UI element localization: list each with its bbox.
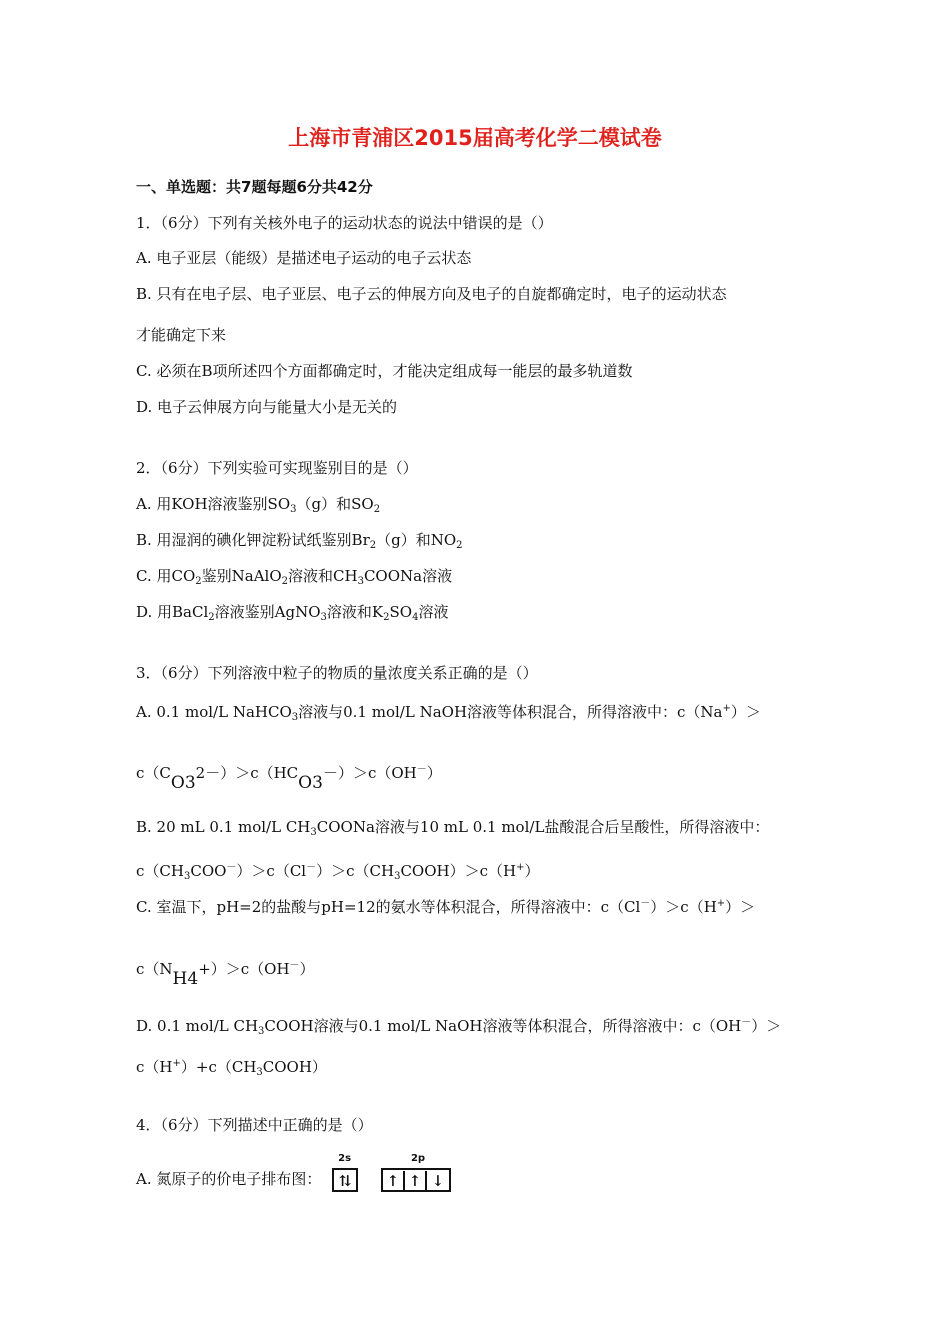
text: B. 20 mL 0.1 mol/L CH bbox=[136, 818, 311, 836]
text: ）＞c（Cl bbox=[236, 862, 307, 880]
q4-stem: 4．（6分）下列描述中正确的是（） bbox=[136, 1116, 373, 1134]
text: B. 用湿润的碘化钾淀粉试纸鉴别Br bbox=[136, 531, 370, 549]
page-title: 上海市青浦区2015届高考化学二模试卷 bbox=[288, 126, 662, 150]
superscript: － bbox=[416, 764, 427, 775]
superscript: － bbox=[741, 1017, 752, 1028]
text: D. 用BaCl bbox=[136, 603, 209, 621]
text: c（N bbox=[136, 960, 173, 978]
text: COONa溶液与10 mL 0.1 mol/L盐酸混合后呈酸性，所得溶液中： bbox=[316, 818, 770, 836]
text: A. 氮原子的价电子排布图： bbox=[136, 1170, 322, 1188]
text: A. 用KOH溶液鉴别SO bbox=[136, 495, 291, 513]
subscript: 3 bbox=[183, 871, 191, 882]
text: ） bbox=[299, 960, 315, 978]
q2-option-a bbox=[136, 493, 380, 521]
text: C. 室温下，pH=2的盐酸与pH=12的氨水等体积混合，所得溶液中：c（Cl bbox=[136, 898, 641, 916]
superscript: － bbox=[306, 862, 317, 873]
orbital-label-2s: 2s bbox=[338, 1153, 352, 1164]
text: c（H bbox=[136, 1058, 173, 1076]
orbital-2s bbox=[332, 1153, 358, 1192]
text: +）＞c（OH bbox=[198, 960, 290, 978]
text: 溶液 bbox=[418, 603, 449, 621]
q1-option-d: D. 电子云伸展方向与能量大小是无关的 bbox=[136, 398, 398, 416]
q1-option-b-line1: B. 只有在电子层、电子亚层、电子云的伸展方向及电子的自旋都确定时，电子的运动状态 bbox=[136, 285, 727, 303]
text: COOH）＞c（H bbox=[400, 862, 517, 880]
superscript: + bbox=[172, 1058, 181, 1069]
text: ）＞c（H bbox=[650, 898, 717, 916]
q2-option-d bbox=[136, 601, 448, 629]
q3-option-a-line1 bbox=[136, 698, 761, 729]
subscript: 2 bbox=[383, 612, 390, 623]
orbital-box-2p bbox=[381, 1168, 451, 1192]
subscript: 3 bbox=[290, 504, 297, 515]
ion-letter: O bbox=[298, 773, 313, 793]
text: COOH溶液与0.1 mol/L NaOH溶液等体积混合，所得溶液中：c（OH bbox=[264, 1017, 742, 1035]
text: ）＞c（CH bbox=[316, 862, 395, 880]
text: （g）和NO bbox=[376, 531, 457, 549]
text: ）＞ bbox=[725, 898, 756, 916]
text: 溶液与0.1 mol/L NaOH溶液等体积混合，所得溶液中：c（Na bbox=[298, 703, 723, 721]
superscript: － bbox=[226, 862, 237, 873]
text: ） bbox=[426, 764, 442, 782]
subscript: 2 bbox=[195, 576, 202, 587]
text: COOH） bbox=[262, 1058, 327, 1076]
subscript: 3 bbox=[310, 827, 317, 838]
q3-option-a-line2 bbox=[136, 759, 442, 793]
q3-option-d-line2 bbox=[136, 1053, 327, 1084]
text: COONa溶液 bbox=[363, 567, 453, 585]
text: ）＞ bbox=[730, 703, 761, 721]
q1-stem: 1．（6分）下列有关核外电子的运动状态的说法中错误的是（） bbox=[136, 214, 553, 232]
superscript: + bbox=[716, 898, 726, 909]
text: c（C bbox=[136, 764, 171, 782]
superscript: + bbox=[722, 703, 731, 714]
subscript: 3 bbox=[258, 1026, 265, 1037]
subscript: 2 bbox=[281, 576, 289, 587]
ion-digit: 3 bbox=[312, 773, 323, 793]
subscript: 2 bbox=[456, 540, 463, 551]
text: －）＞c（OH bbox=[322, 764, 417, 782]
subscript: 2 bbox=[208, 612, 215, 623]
text: ）＞ bbox=[751, 1017, 782, 1035]
orbital-cell: ↓ bbox=[431, 1172, 445, 1190]
text: 鉴别NaAlO bbox=[201, 567, 282, 585]
bicarbonate-ion bbox=[298, 762, 323, 793]
subscript: 3 bbox=[291, 712, 299, 723]
q1-option-a: A. 电子亚层（能级）是描述电子运动的电子云状态 bbox=[136, 249, 472, 267]
orbital-2p bbox=[381, 1153, 451, 1192]
orbital-label-2p: 2p bbox=[410, 1153, 426, 1164]
text: D. 0.1 mol/L CH bbox=[136, 1017, 259, 1035]
subscript: 3 bbox=[256, 1067, 263, 1078]
ion-letter: H bbox=[172, 969, 188, 989]
q1-option-c: C. 必须在B项所述四个方面都确定时，才能决定组成每一能层的最多轨道数 bbox=[136, 362, 633, 380]
subscript: 3 bbox=[357, 576, 364, 587]
subscript: 3 bbox=[394, 871, 401, 882]
subscript: 2 bbox=[373, 504, 381, 515]
text: C. 用CO bbox=[136, 567, 196, 585]
q3-option-c-line2 bbox=[136, 955, 315, 989]
superscript: － bbox=[289, 960, 300, 971]
q3-option-b-line2 bbox=[136, 857, 540, 888]
carbonate-ion bbox=[170, 762, 196, 793]
q3-option-b-line1 bbox=[136, 816, 769, 844]
text: COO bbox=[190, 862, 227, 880]
text: 溶液和K bbox=[326, 603, 384, 621]
ion-digit: 4 bbox=[187, 969, 199, 989]
text: ）+c（CH bbox=[180, 1058, 257, 1076]
ammonium-ion bbox=[172, 958, 199, 989]
subscript: 2 bbox=[369, 540, 377, 551]
q3-option-c-line1 bbox=[136, 893, 755, 918]
q3-stem: 3．（6分）下列溶液中粒子的物质的量浓度关系正确的是（） bbox=[136, 664, 538, 682]
orbital-box-2s bbox=[332, 1168, 358, 1192]
q2-stem: 2．（6分）下列实验可实现鉴别目的是（） bbox=[136, 459, 418, 477]
text: 溶液鉴别AgNO bbox=[214, 603, 321, 621]
q3-option-d-line1 bbox=[136, 1012, 781, 1043]
text: 溶液和CH bbox=[288, 567, 358, 585]
q1-option-b-line2: 才能确定下来 bbox=[136, 326, 227, 344]
section-heading: 一、单选题：共7题每题6分共42分 bbox=[136, 178, 373, 196]
text: （g）和SO bbox=[296, 495, 374, 513]
q2-option-b bbox=[136, 529, 463, 557]
orbital-cell: ↑ bbox=[383, 1171, 405, 1191]
text: c（CH bbox=[136, 862, 184, 880]
orbital-cell: ↑ bbox=[405, 1171, 427, 1191]
ion-letter: O bbox=[170, 773, 185, 793]
q4-option-a bbox=[136, 1153, 451, 1192]
q2-option-c bbox=[136, 565, 452, 593]
text: SO bbox=[389, 603, 413, 621]
subscript: 4 bbox=[412, 612, 419, 623]
text: ） bbox=[524, 862, 540, 880]
subscript: 3 bbox=[320, 612, 327, 623]
superscript: － bbox=[640, 898, 651, 909]
text: 2－）＞c（HC bbox=[195, 764, 299, 782]
orbital-cell: ⇅ bbox=[338, 1172, 352, 1190]
text: A. 0.1 mol/L NaHCO bbox=[136, 703, 292, 721]
superscript: + bbox=[516, 862, 525, 873]
ion-digit: 3 bbox=[184, 773, 196, 793]
